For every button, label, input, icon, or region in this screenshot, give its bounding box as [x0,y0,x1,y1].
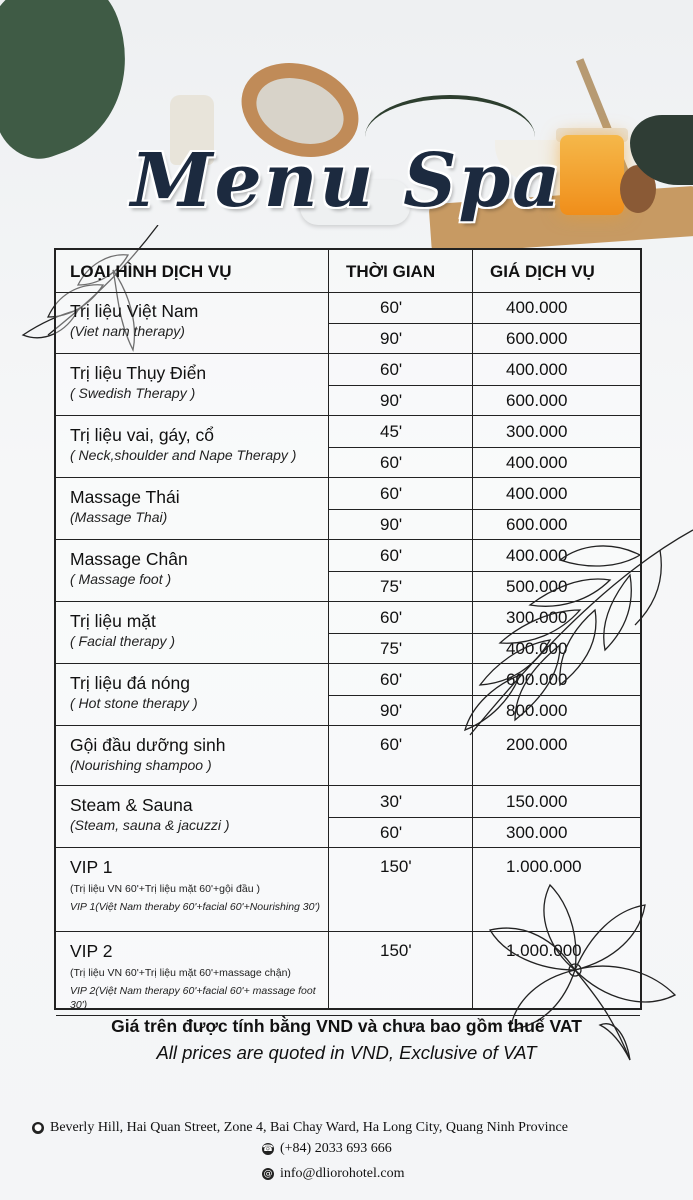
sub-row-divider [328,323,640,324]
service-cell [70,672,320,712]
sub-row-divider [328,817,640,818]
price-cell: 300.000 [506,607,568,627]
service-cell [70,610,320,650]
service-name: Trị liệu Việt Nam [70,301,199,321]
price-cell: 200.000 [506,735,568,754]
duration-cell: 30' [380,791,403,811]
table-row [56,354,640,416]
service-name: Trị liệu Thụy Điển [70,363,207,383]
duration-cell: 90' [380,328,403,348]
header-service: LOẠI HÌNH DỊCH VỤ [70,262,232,281]
duration-cell: 75' [380,576,403,596]
duration-cell: 60' [380,607,403,627]
service-name: VIP 2 [70,941,113,961]
price-cell: 600.000 [506,328,568,348]
service-cell [70,856,320,914]
contact-phone[interactable] [262,1141,392,1157]
price-cell: 400.000 [506,638,568,658]
package-detail-en: VIP 2(Việt Nam therapy 60'+facial 60'+ massage foot 30') [70,985,316,1011]
service-name: Massage Thái [70,487,180,507]
service-cell [70,940,320,1012]
sub-row-divider [328,571,640,572]
duration-cell: 60' [380,452,403,472]
duration-cell: 90' [380,514,403,534]
service-cell [70,486,320,526]
service-cell [70,794,320,834]
price-cell: 1.000.000 [506,857,582,876]
duration-cell: 90' [380,390,403,410]
table-row [56,540,640,602]
service-price-table [54,248,642,1010]
package-detail-vn: (Trị liệu VN 60'+Trị liệu mặt 60'+gội đầu ) [70,883,260,895]
sub-row-divider [328,509,640,510]
service-name: Trị liệu vai, gáy, cổ [70,425,214,445]
duration-cell: 150' [380,941,412,960]
table-header [56,250,640,293]
service-name-en: (Nourishing shampoo ) [70,757,212,773]
duration-cell: 60' [380,822,403,842]
phone-text: (+84) 2033 693 666 [280,1141,392,1156]
table-row [56,726,640,786]
contact-address [32,1120,682,1136]
package-detail-en: VIP 1(Việt Nam theraby 60'+facial 60'+Nourishing 30') [70,901,320,913]
price-cell: 400.000 [506,359,568,379]
service-name-en: ( Neck,shoulder and Nape Therapy ) [70,447,297,463]
service-name: Steam & Sauna [70,795,193,815]
column-divider [472,250,473,1008]
duration-cell: 75' [380,638,403,658]
price-cell: 400.000 [506,452,568,472]
table-row [56,664,640,726]
price-cell: 600.000 [506,390,568,410]
price-cell: 300.000 [506,822,568,842]
table-row [56,848,640,932]
price-cell: 1.000.000 [506,941,582,960]
duration-cell: 60' [380,483,403,503]
phone-icon: ☎ [262,1143,274,1154]
table-row [56,786,640,848]
duration-cell: 60' [380,359,403,379]
service-name-en: ( Swedish Therapy ) [70,385,196,401]
table-row [56,292,640,354]
service-name-en: ( Facial therapy ) [70,633,176,649]
table-row [56,478,640,540]
price-cell: 400.000 [506,483,568,503]
price-cell: 500.000 [506,576,568,596]
header-time: THỜI GIAN [346,262,436,281]
service-name-en: (Viet nam therapy) [70,323,185,339]
email-text: info@dliorohotel.com [280,1166,405,1181]
sub-row-divider [328,447,640,448]
sub-row-divider [328,695,640,696]
table-row [56,416,640,478]
contact-email[interactable] [262,1166,404,1182]
service-cell [70,548,320,588]
address-text: Beverly Hill, Hai Quan Street, Zone 4, Bai Chay Ward, Ha Long City, Quang Ninh Province [50,1120,568,1135]
service-name: Gội đầu dưỡng sinh [70,735,226,755]
service-name: VIP 1 [70,857,113,877]
location-icon: ● [32,1122,44,1134]
duration-cell: 45' [380,421,403,441]
price-cell: 600.000 [506,514,568,534]
vat-note-vn: Giá trên được tính bằng VND và chưa bao gồm thuế VAT [111,1016,582,1036]
column-divider [328,250,329,1008]
price-cell: 400.000 [506,297,568,317]
service-name: Trị liệu đá nóng [70,673,190,693]
duration-cell: 150' [380,857,412,876]
sub-row-divider [328,385,640,386]
table-row [56,602,640,664]
duration-cell: 60' [380,669,403,689]
service-name-en: (Massage Thai) [70,509,168,525]
duration-cell: 60' [380,297,403,317]
price-cell: 150.000 [506,791,568,811]
table-row [56,932,640,1016]
duration-cell: 90' [380,700,403,720]
sub-row-divider [328,633,640,634]
service-name: Massage Chân [70,549,188,569]
price-cell: 300.000 [506,421,568,441]
header-price: GIÁ DỊCH VỤ [490,262,595,281]
price-cell: 400.000 [506,545,568,565]
service-name-en: ( Massage foot ) [70,571,172,587]
page-title: Menu Spa [130,138,563,224]
service-cell [70,300,320,340]
service-name: Trị liệu mặt [70,611,156,631]
price-cell: 600.000 [506,669,568,689]
vat-note-en: All prices are quoted in VND, Exclusive of VAT [156,1042,537,1063]
service-cell [70,424,320,464]
service-name-en: (Steam, sauna & jacuzzi ) [70,817,230,833]
duration-cell: 60' [380,545,403,565]
package-detail-vn: (Trị liệu VN 60'+Trị liệu mặt 60'+massage chận) [70,967,291,979]
duration-cell: 60' [380,735,403,754]
email-icon: @ [263,1168,273,1179]
service-cell [70,734,320,774]
service-cell [70,362,320,402]
price-cell: 800.000 [506,700,568,720]
service-name-en: ( Hot stone therapy ) [70,695,198,711]
